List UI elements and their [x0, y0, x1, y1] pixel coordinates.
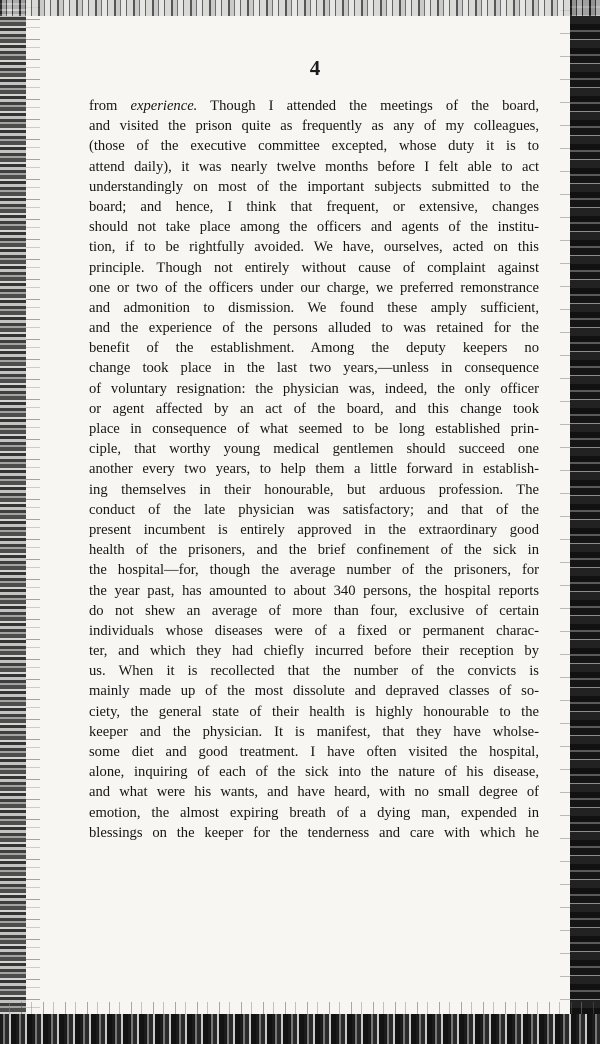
text-line: emotion, the almost expiring breath of a dying man, expended in: [89, 804, 539, 821]
text-line: alone, inquiring of each of the sick into the nature of his disease,: [89, 764, 539, 781]
text-line: do not shew an average of more than four, exclusive of certain: [89, 602, 539, 619]
text-line: and visited the prison quite as frequently as any of my colleagues,: [89, 118, 539, 135]
page-number: 4: [309, 56, 321, 80]
scan-edge-right-shadow: [560, 0, 570, 1044]
text-line: individuals whose diseases were of a fixed or permanent charac-: [89, 622, 539, 639]
body-text: [89, 96, 539, 843]
text-line: ciety, the general state of their health is highly honourable to the: [89, 703, 539, 720]
text-line: or agent affected by an act of the board, and this change took: [89, 400, 539, 417]
scan-edge-left: [0, 0, 26, 1044]
text-line: and admonition to dismission. We found these amply sufficient,: [89, 299, 539, 316]
text-line: tion, if to be rightfully avoided. We have, ourselves, acted on this: [89, 239, 539, 256]
text-line: board; and hence, I think that frequent, or extensive, changes: [89, 198, 539, 215]
scan-edge-bottom: [0, 1014, 600, 1044]
scan-edge-left-shadow: [26, 0, 40, 1044]
text-line: health of the prisoners, and the brief confinement of the sick in: [89, 542, 539, 559]
text-line: ciple, that worthy young medical gentlemen should succeed one: [89, 441, 539, 458]
text-line: ing themselves in their honourable, but arduous profession. The: [89, 481, 539, 498]
text-line: keeper and the physician. It is manifest, that they have wholse-: [89, 723, 539, 740]
text-line: attend daily), it was nearly twelve months before I felt able to act: [89, 158, 539, 175]
text-line: and the experience of the persons alluded to was retained for the: [89, 320, 539, 337]
text-line: another every two years, to help them a little forward in establish-: [89, 461, 539, 478]
text-line: understandingly on most of the important subjects submitted to the: [89, 178, 539, 195]
text-line: us. When it is recollected that the number of the convicts is: [89, 663, 539, 680]
text-line: principle. Though not entirely without cause of complaint against: [89, 259, 539, 276]
text-line: conduct of the late physician was satisfactory; and that of the: [89, 501, 539, 518]
text-line: the hospital—for, though the average number of the prisoners, for: [89, 562, 539, 579]
text-line: (those of the executive committee excepted, whose duty it is to: [89, 138, 539, 155]
text-line: change took place in the last two years,—unless in consequence: [89, 360, 539, 377]
text-line: one or two of the officers under our charge, we preferred remonstrance: [89, 279, 539, 296]
text-line: place in consequence of what seemed to be long established prin-: [89, 421, 539, 437]
text-line: from experience. Though I attended the meetings of the board,: [89, 98, 539, 114]
text-line: some diet and good treatment. I have often visited the hospital,: [89, 744, 539, 760]
text-line: present incumbent is entirely approved in the extraordinary good: [89, 521, 539, 538]
text-line: of voluntary resignation: the physician was, indeed, the only officer: [89, 380, 539, 397]
text-line: blessings on the keeper for the tenderness and care with which he: [89, 824, 539, 841]
text-line: should not take place among the officers and agents of the institu-: [89, 219, 539, 236]
text-line: mainly made up of the most dissolute and depraved classes of so-: [89, 683, 539, 700]
scan-edge-bottom-shadow: [0, 1002, 600, 1014]
text-line: and what were his wants, and have heard, with no small degree of: [89, 784, 539, 801]
scan-edge-right: [570, 0, 600, 1044]
scan-edge-top: [0, 0, 600, 16]
text-line: benefit of the establishment. Among the deputy keepers no: [89, 340, 539, 357]
text-line: ter, and which they had chiefly incurred before their reception by: [89, 643, 539, 660]
text-line: the year past, has amounted to about 340 persons, the hospital reports: [89, 582, 539, 599]
